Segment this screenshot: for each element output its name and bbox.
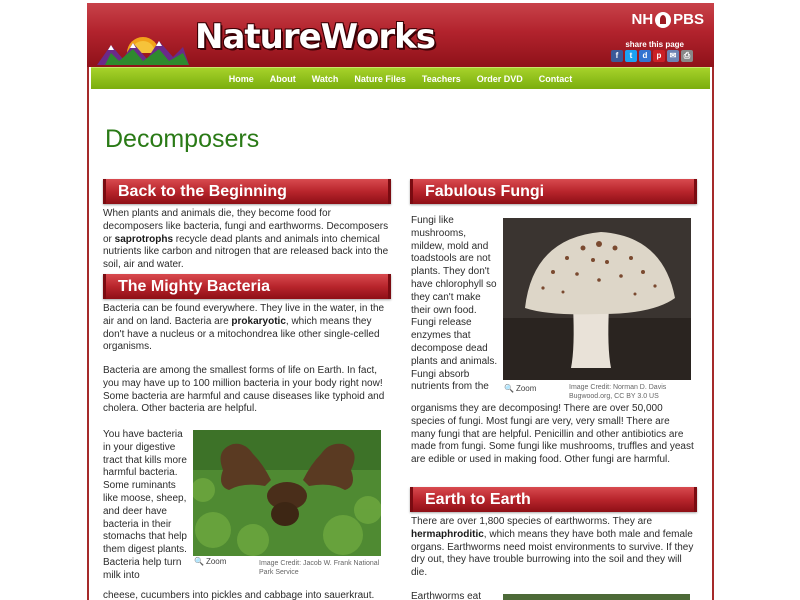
pinterest-icon[interactable]: p bbox=[653, 50, 665, 62]
facebook-icon[interactable]: f bbox=[611, 50, 623, 62]
page-title: Decomposers bbox=[105, 125, 260, 153]
earthworm-image[interactable] bbox=[503, 594, 690, 600]
section-heading-bacteria: The Mighty Bacteria bbox=[103, 274, 391, 299]
nhpbs-logo[interactable] bbox=[631, 11, 704, 28]
nav-home[interactable]: Home bbox=[228, 73, 254, 84]
mushroom-zoom[interactable]: 🔍 Zoom bbox=[504, 384, 537, 393]
pbs-label: PBS bbox=[673, 11, 704, 28]
bacteria-paragraph-3-cont: cheese, cucumbers into pickles and cabbage into sauerkraut. bbox=[103, 590, 375, 600]
pbs-head-icon bbox=[655, 12, 671, 28]
share-icons bbox=[611, 50, 693, 62]
nav-nature-files[interactable]: Nature Files bbox=[354, 73, 406, 84]
print-icon[interactable]: ⎙ bbox=[681, 50, 693, 62]
section-heading-beginning: Back to the Beginning bbox=[103, 179, 391, 204]
nh-label: NH bbox=[631, 11, 654, 28]
section-heading-earth: Earth to Earth bbox=[410, 487, 697, 512]
fungi-paragraph-cont: organisms they are decomposing! There are over 50,000 species of fungi. Most fungi are very, very small! There are many fungi that are helpful. Penicillin and other antibiotics are made from fungi. Some fungi like mushrooms, truffles and yeast are edible or used in making food. Other fungi are harmful. bbox=[411, 403, 694, 466]
magnifier-icon: 🔍 bbox=[194, 557, 204, 566]
delicious-icon[interactable]: d bbox=[639, 50, 651, 62]
beginning-paragraph: When plants and animals die, they become food for decomposers like bacteria, fungi and earthworms. Decomposers or saprotrophs recycle dead plants and animals into chemical nutrients like carbon and nitrogen that are released back into the soil, air and water. bbox=[103, 208, 389, 271]
bacteria-paragraph-1: Bacteria can be found everywhere. They live in the water, in the air and on land. Bacteria are prokaryotic, which means they don't have a nucleus or a mitochondrea like other single-celled organisms. bbox=[103, 303, 385, 353]
magnifier-icon: 🔍 bbox=[504, 384, 514, 393]
nav-about[interactable]: About bbox=[269, 73, 296, 84]
share-label: share this page bbox=[625, 40, 684, 49]
moose-zoom[interactable]: 🔍 Zoom bbox=[194, 557, 227, 566]
fungi-paragraph: Fungi like mushrooms, mildew, mold and toadstools are not plants. They don't have chlorophyll so they can't make their own food. Fungi release enzymes that decompose dead plants and animals. Fungi absorb nutrients from the bbox=[411, 215, 498, 393]
nav-order-dvd[interactable]: Order DVD bbox=[476, 73, 523, 84]
section-heading-fungi: Fabulous Fungi bbox=[410, 179, 697, 204]
nav-contact[interactable]: Contact bbox=[538, 73, 573, 84]
bacteria-paragraph-3: You have bacteria in your digestive tract that kills more harmful bacteria. Some ruminants like moose, sheep, and deer have bacteria in their stomachs that help them digest plants. Bacteria help turn milk into bbox=[103, 429, 187, 581]
mountain-sun-logo-icon[interactable] bbox=[97, 27, 189, 65]
twitter-icon[interactable]: t bbox=[625, 50, 637, 62]
main-nav bbox=[91, 67, 710, 89]
email-icon[interactable]: ✉ bbox=[667, 50, 679, 62]
bacteria-paragraph-2: Bacteria are among the smallest forms of life on Earth. In fact, you may have up to 100 million bacteria in your body right now! Some bacteria are harmful and cause diseases like typhoid and cholera. Other bacteria are helpful. bbox=[103, 365, 385, 415]
nav-teachers[interactable]: Teachers bbox=[421, 73, 461, 84]
earth-paragraph-2: Earthworms eat bbox=[411, 591, 482, 600]
moose-image-credit: Image Credit: Jacob W. Frank National Park Service bbox=[259, 560, 380, 576]
earth-paragraph-1: There are over 1,800 species of earthworms. They are hermaphroditic, which means they have both male and female organs. Earthworms need moist environments to survive. If they dry out, they have trouble burrowing into the soil and they will die. bbox=[411, 516, 694, 579]
mushroom-image-credit: Image Credit: Norman D. Davis Bugwood.org, CC BY 3.0 US bbox=[569, 384, 667, 400]
mushroom-image[interactable] bbox=[503, 218, 691, 380]
site-title[interactable]: NatureWorks bbox=[195, 17, 435, 57]
moose-image[interactable] bbox=[193, 430, 381, 556]
nav-watch[interactable]: Watch bbox=[311, 73, 339, 84]
